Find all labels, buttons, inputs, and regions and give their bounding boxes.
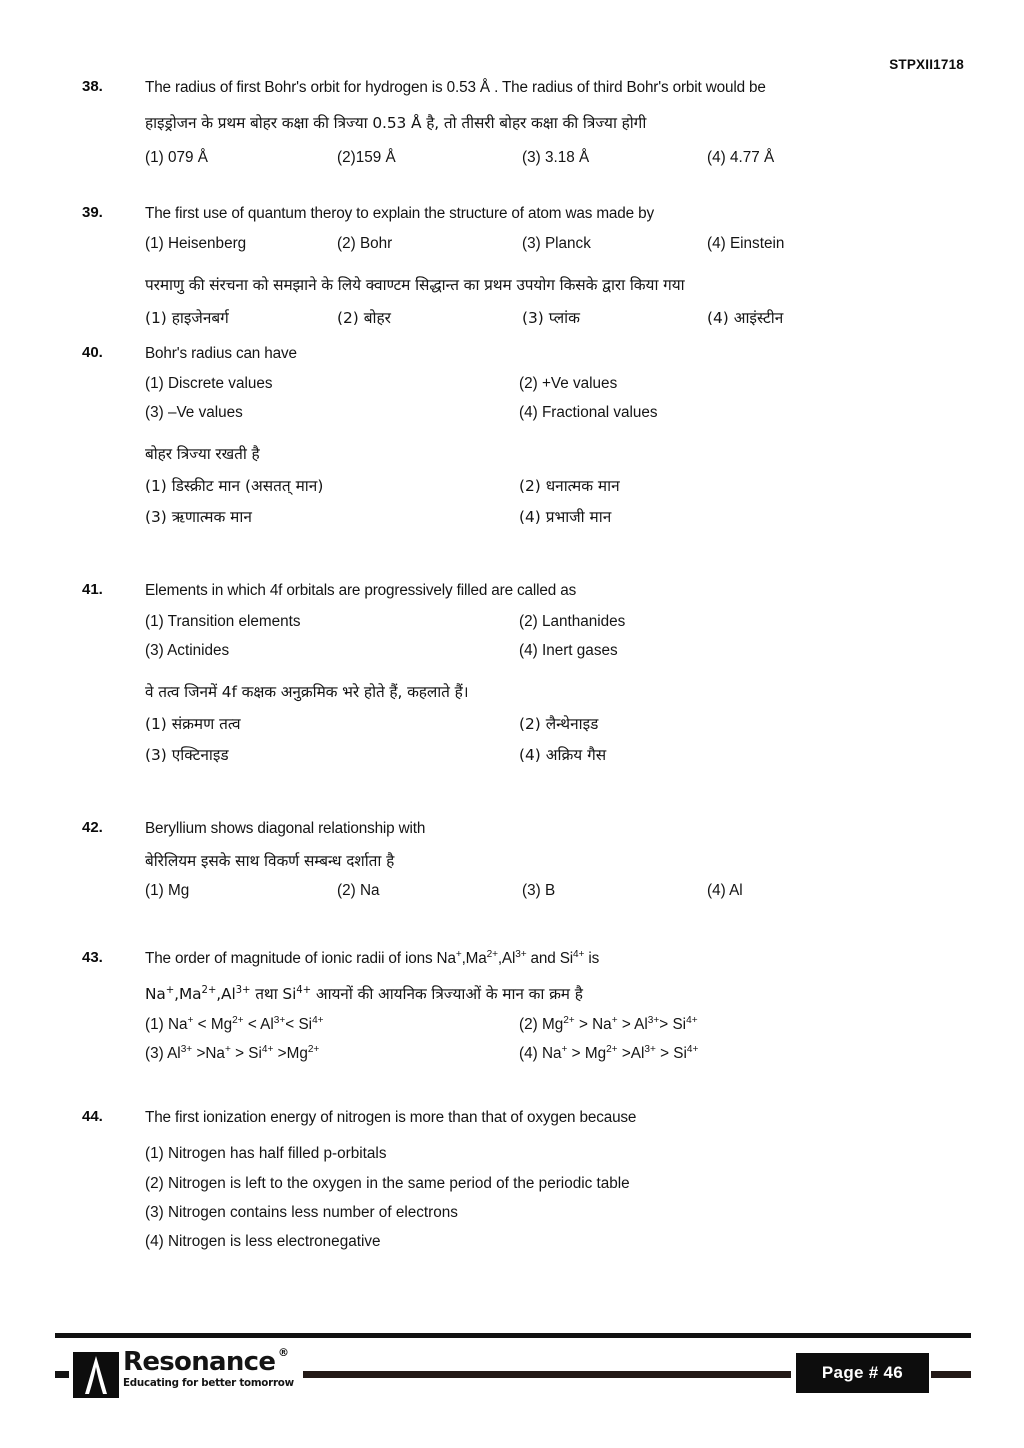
option-4-hindi[interactable]: (4) आइंस्टीन bbox=[707, 308, 784, 327]
question-stem-english: The first use of quantum theroy to explain the structure of atom was made by bbox=[145, 204, 654, 222]
option-1-hindi[interactable]: (1) डिस्क्रीट मान (असतत् मान) bbox=[145, 477, 324, 496]
question-stem-english: Elements in which 4f orbitals are progressively filled are called as bbox=[145, 582, 577, 600]
option-1[interactable]: (1) $Na^+ < Mg^{2+} < Al^{3+}< Si^{4+}$ bbox=[145, 1014, 324, 1033]
question-body bbox=[145, 204, 942, 338]
brand-name-text: Resonance bbox=[123, 1347, 276, 1377]
question-stem-hindi: बेरिलियम इसके साथ विकर्ण सम्बन्ध दर्शाता है bbox=[145, 851, 395, 870]
question-number: 43. bbox=[82, 949, 103, 967]
option-3-hindi[interactable]: (3) ऋणात्मक मान bbox=[145, 508, 252, 527]
question-43 bbox=[82, 949, 942, 1074]
option-4[interactable]: (4) Fractional values bbox=[519, 404, 658, 421]
options-row-hindi-1 bbox=[145, 713, 942, 744]
question-number: 42. bbox=[82, 819, 103, 837]
question-body bbox=[145, 78, 942, 178]
option-3-hindi[interactable]: (3) एक्टिनाइड bbox=[145, 746, 229, 765]
brand-name bbox=[123, 1346, 289, 1377]
question-stem-english: Beryllium shows diagonal relationship with bbox=[145, 820, 426, 838]
option-3[interactable]: (3) Planck bbox=[522, 235, 591, 253]
page-number-badge bbox=[796, 1353, 929, 1393]
question-body bbox=[145, 581, 942, 775]
registered-icon: ® bbox=[278, 1346, 289, 1359]
option-1[interactable]: (1) 079 Å bbox=[145, 148, 208, 166]
option-2[interactable]: (2) Na bbox=[337, 882, 380, 900]
options-row-hindi-1 bbox=[145, 475, 942, 506]
option-2[interactable]: (2) Bohr bbox=[337, 235, 393, 253]
question-stem-hindi: वे तत्व जिनमें 4f कक्षक अनुक्रमिक भरे होते हैं, कहलाते हैं। bbox=[145, 682, 469, 701]
page-number-label: Page # 46 bbox=[821, 1363, 904, 1382]
option-2[interactable]: (2) Lanthanides bbox=[519, 612, 626, 630]
question-body bbox=[145, 344, 942, 538]
option-3-hindi[interactable]: (3) प्लांक bbox=[522, 308, 580, 327]
options-row-hindi-2 bbox=[145, 744, 942, 775]
question-38 bbox=[82, 78, 942, 178]
option-3[interactable]: (3) Actinides bbox=[145, 641, 230, 659]
paper-code: STPXII1718 bbox=[889, 57, 964, 72]
options-row-2 bbox=[145, 1045, 942, 1074]
options-row-english-1 bbox=[145, 375, 942, 404]
question-39 bbox=[82, 204, 942, 338]
options-row-english-2 bbox=[145, 642, 942, 671]
question-number: 41. bbox=[82, 581, 103, 599]
question-42 bbox=[82, 819, 942, 911]
option-2-hindi[interactable]: (2) बोहर bbox=[337, 308, 391, 327]
question-stem-english: The order of magnitude of ionic radii of ions $Na^+,Ma^{2+},Al^{3+}$ and $Si^{4+}$ is bbox=[145, 949, 600, 968]
option-3[interactable]: (3) 3.18 Å bbox=[522, 148, 590, 166]
footer-middle-rule bbox=[303, 1371, 791, 1378]
options-row-hindi bbox=[145, 307, 942, 338]
option-2[interactable]: (2) $Mg^{2+} > Na^+ > Al^{3+}> Si^{4+}$ bbox=[519, 1014, 698, 1033]
question-40 bbox=[82, 344, 942, 538]
option-4[interactable]: (4) Nitrogen is less electronegative bbox=[145, 1233, 381, 1251]
option-2[interactable]: (2) Nitrogen is left to the oxygen in the same period of the periodic table bbox=[145, 1174, 630, 1192]
option-1-hindi[interactable]: (1) संक्रमण तत्व bbox=[145, 715, 241, 734]
option-4-hindi[interactable]: (4) अक्रिय गैस bbox=[519, 746, 607, 765]
option-4[interactable]: (4) Einstein bbox=[707, 235, 785, 253]
options-row-hindi-2 bbox=[145, 506, 942, 537]
options-row-english bbox=[145, 149, 942, 178]
option-4[interactable]: (4) $Na^+ > Mg^{2+} >Al^{3+} > Si^{4+}$ bbox=[519, 1043, 699, 1062]
question-41 bbox=[82, 581, 942, 775]
question-stem-hindi: बोहर त्रिज्या रखती है bbox=[145, 445, 260, 463]
question-body bbox=[145, 1108, 942, 1257]
footer-right-dash bbox=[931, 1371, 971, 1378]
option-3[interactable]: (3) Nitrogen contains less number of electrons bbox=[145, 1204, 458, 1222]
question-44 bbox=[82, 1108, 942, 1257]
question-stem-hindi: परमाणु की संरचना को समझाने के लिये क्वाण्टम सिद्धान्त का प्रथम उपयोग किसके द्वारा किया गया bbox=[145, 276, 685, 295]
questions-container bbox=[82, 78, 942, 1275]
brand-tagline: Educating for better tomorrow bbox=[123, 1377, 294, 1389]
question-stem-hindi: $Na^+,Ma^{2+},Al^{3+}$ तथा $Si^{4+}$ आयनों की आयनिक त्रिज्याओं के मान का क्रम है bbox=[145, 985, 583, 1004]
brand-block bbox=[123, 1346, 298, 1389]
option-3[interactable]: (3) B bbox=[522, 882, 556, 900]
option-1[interactable]: (1) Heisenberg bbox=[145, 235, 247, 253]
options-row-english bbox=[145, 235, 942, 264]
question-stem-english: The first ionization energy of nitrogen is more than that of oxygen because bbox=[145, 1108, 637, 1126]
option-1-hindi[interactable]: (1) हाइजेनबर्ग bbox=[145, 308, 229, 327]
options-row-english-1 bbox=[145, 613, 942, 642]
question-stem-hindi: हाइड्रोजन के प्रथम बोहर कक्षा की त्रिज्या 0.53 Å है, तो तीसरी बोहर कक्षा की त्रिज्या होगी bbox=[145, 114, 647, 133]
options-row-english bbox=[145, 882, 942, 911]
option-4[interactable]: (4) Inert gases bbox=[519, 641, 618, 659]
footer-top-rule bbox=[55, 1333, 971, 1338]
option-1[interactable]: (1) Nitrogen has half filled p-orbitals bbox=[145, 1145, 387, 1163]
option-3[interactable]: (3) –Ve values bbox=[145, 404, 243, 421]
option-4-hindi[interactable]: (4) प्रभाजी मान bbox=[519, 508, 612, 527]
question-stem-english: The radius of first Bohr's orbit for hydrogen is 0.53 Å . The radius of third Bohr's orbit would be bbox=[145, 79, 766, 96]
question-body bbox=[145, 819, 942, 911]
option-1[interactable]: (1) Transition elements bbox=[145, 612, 301, 630]
question-body bbox=[145, 949, 942, 1074]
option-1[interactable]: (1) Discrete values bbox=[145, 375, 273, 392]
question-number: 40. bbox=[82, 343, 103, 361]
resonance-logo-mark bbox=[73, 1352, 119, 1398]
question-number: 44. bbox=[82, 1107, 103, 1125]
option-2[interactable]: (2) +Ve values bbox=[519, 375, 618, 392]
resonance-arch-icon bbox=[73, 1352, 119, 1398]
option-3[interactable]: (3) $Al^{3+} >Na^+ > Si^{4+} >Mg^{2+}$ bbox=[145, 1043, 320, 1062]
option-2-hindi[interactable]: (2) धनात्मक मान bbox=[519, 477, 620, 496]
options-row-1 bbox=[145, 1016, 942, 1045]
option-4[interactable]: (4) Al bbox=[707, 882, 743, 900]
option-4[interactable]: (4) 4.77 Å bbox=[707, 148, 775, 166]
options-row-english-2 bbox=[145, 404, 942, 433]
question-number: 39. bbox=[82, 203, 103, 221]
option-1[interactable]: (1) Mg bbox=[145, 882, 190, 900]
option-2-hindi[interactable]: (2) लैन्थेनाइड bbox=[519, 715, 599, 734]
question-stem-english: Bohr's radius can have bbox=[145, 344, 297, 362]
question-number: 38. bbox=[82, 78, 103, 95]
option-2[interactable]: (2)159 Å bbox=[337, 148, 396, 166]
footer-left-dash bbox=[55, 1371, 69, 1378]
